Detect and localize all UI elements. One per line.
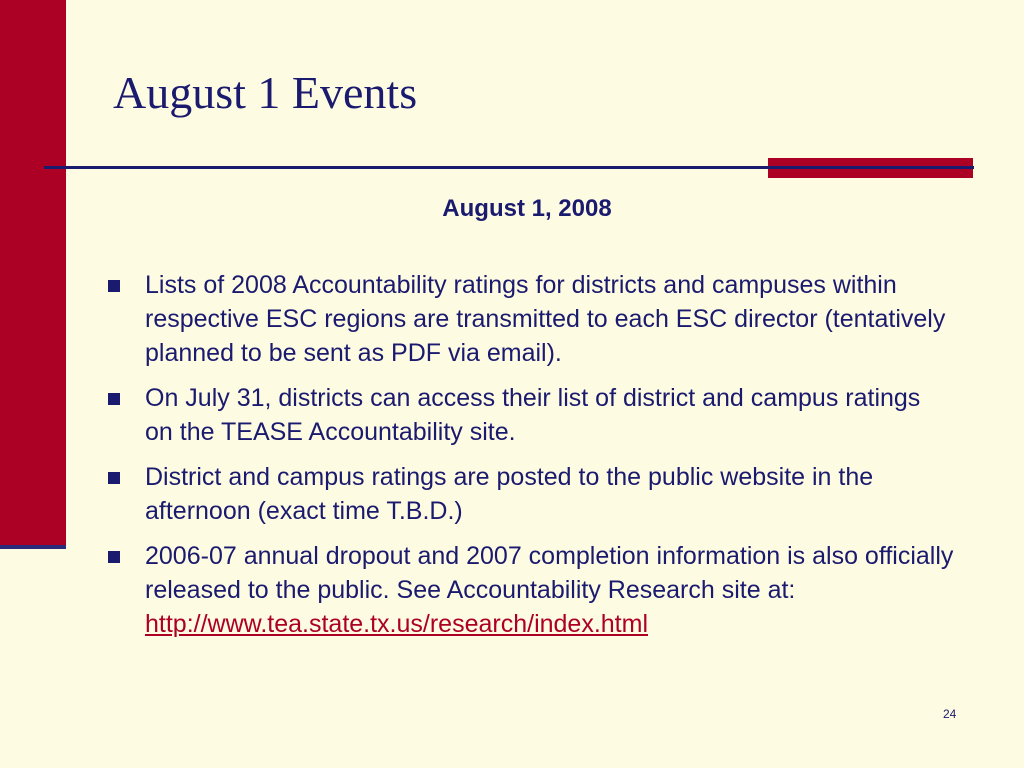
list-item: [104, 539, 954, 641]
list-item: [104, 381, 954, 449]
list-item: [104, 460, 954, 528]
bullet-text: On July 31, districts can access their list of district and campus ratings on the TEASE Accountability site.: [145, 384, 921, 446]
slide-subheading: August 1, 2008: [442, 195, 612, 222]
research-site-link[interactable]: http://www.tea.state.tx.us/research/index.html: [145, 610, 649, 638]
list-item: [104, 268, 954, 370]
bullet-list: [104, 268, 954, 652]
square-bullet-icon: [108, 393, 120, 405]
slide-title: August 1 Events: [113, 67, 418, 118]
bullet-text: 2006-07 annual dropout and 2007 completion information is also officially released to the public. See Accountability Research site at:: [145, 542, 954, 604]
title-rule-accent-line: [768, 166, 973, 169]
bullet-text: Lists of 2008 Accountability ratings for districts and campuses within respective ESC regions are transmitted to each ESC director (tentatively planned to be sent as PDF via email).: [145, 271, 946, 367]
bullet-text: District and campus ratings are posted to the public website in the afternoon (exact time T.B.D.): [145, 463, 874, 525]
square-bullet-icon: [108, 472, 120, 484]
slide-number: 24: [943, 707, 957, 721]
left-accent-underline: [0, 545, 66, 549]
left-accent-bar: [0, 0, 66, 545]
square-bullet-icon: [108, 551, 120, 563]
square-bullet-icon: [108, 280, 120, 292]
